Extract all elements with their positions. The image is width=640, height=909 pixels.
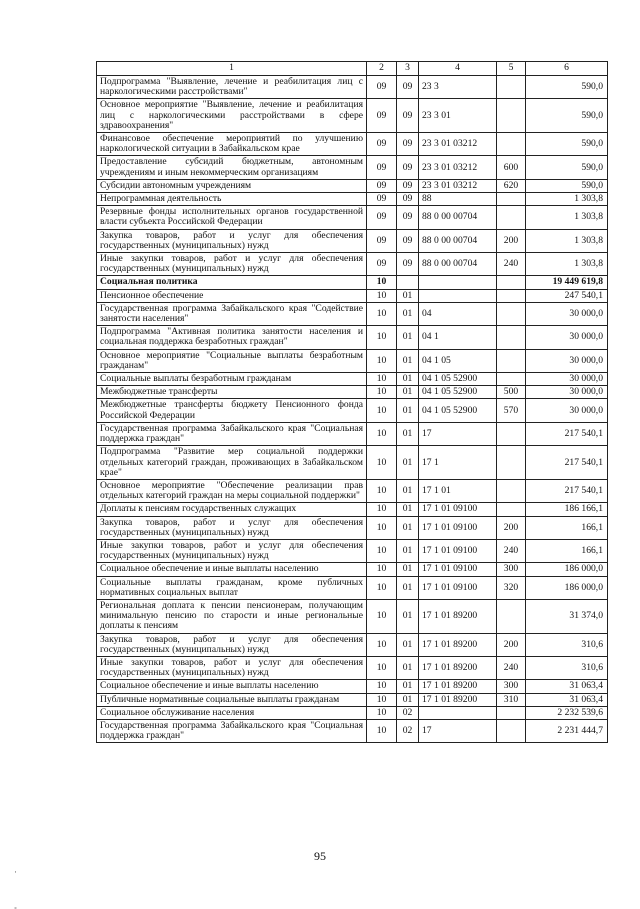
section-code-cell: 10	[367, 563, 397, 576]
subsection-code-cell: 01	[397, 503, 419, 516]
expense-type-cell	[497, 349, 526, 372]
header-cell: 1	[97, 62, 367, 76]
table-row	[97, 179, 608, 192]
table-row	[97, 576, 608, 599]
amount-cell: 590,0	[526, 179, 608, 192]
row-name-cell: Социальное обслуживание населения	[97, 706, 367, 719]
table-header-row	[97, 62, 608, 76]
table-row	[97, 76, 608, 99]
section-code-cell: 10	[367, 539, 397, 562]
amount-cell: 31 063,4	[526, 680, 608, 693]
subsection-code-cell: 01	[397, 373, 419, 386]
expense-type-cell: 200	[497, 229, 526, 252]
amount-cell: 30 000,0	[526, 373, 608, 386]
target-article-cell: 17 1 01 09100	[419, 503, 497, 516]
subsection-code-cell: 01	[397, 302, 419, 325]
section-code-cell: 09	[367, 193, 397, 206]
expense-type-cell: 240	[497, 539, 526, 562]
table-row	[97, 516, 608, 539]
target-article-cell: 17 1 01 89200	[419, 633, 497, 656]
table-row	[97, 373, 608, 386]
target-article-cell: 17 1 01 89200	[419, 680, 497, 693]
subsection-code-cell: 01	[397, 656, 419, 679]
target-article-cell: 17 1 01 09100	[419, 576, 497, 599]
table-row	[97, 302, 608, 325]
subsection-code-cell: 09	[397, 76, 419, 99]
amount-cell: 19 449 619,8	[526, 276, 608, 289]
subsection-code-cell: 01	[397, 289, 419, 302]
subsection-code-cell: 01	[397, 599, 419, 633]
amount-cell: 1 303,8	[526, 229, 608, 252]
amount-cell: 186 000,0	[526, 563, 608, 576]
subsection-code-cell: 09	[397, 253, 419, 276]
row-name-cell: Предоставление субсидий бюджетным, автономным учреждениям и иным некоммерческим организациям	[97, 156, 367, 179]
row-name-cell: Социальное обеспечение и иные выплаты населению	[97, 563, 367, 576]
subsection-code-cell: 01	[397, 576, 419, 599]
amount-cell: 590,0	[526, 99, 608, 133]
row-name-cell: Непрограммная деятельность	[97, 193, 367, 206]
target-article-cell: 04 1 05	[419, 349, 497, 372]
table-row	[97, 539, 608, 562]
section-code-cell: 09	[367, 133, 397, 156]
target-article-cell: 17 1 01	[419, 479, 497, 502]
expense-type-cell	[497, 193, 526, 206]
expense-type-cell	[497, 289, 526, 302]
table-row	[97, 422, 608, 445]
table-row	[97, 99, 608, 133]
budget-table	[96, 61, 608, 743]
section-code-cell: 10	[367, 289, 397, 302]
row-name-cell: Подпрограмма "Развитие мер социальной поддержки отдельных категорий граждан, проживающих в Забайкальском крае"	[97, 446, 367, 480]
target-article-cell: 04 1 05 52900	[419, 373, 497, 386]
row-name-cell: Подпрограмма "Выявление, лечение и реабилитация лиц с наркологическими расстройствами"	[97, 76, 367, 99]
table-row	[97, 156, 608, 179]
table-row	[97, 276, 608, 289]
amount-cell: 310,6	[526, 656, 608, 679]
row-name-cell: Региональная доплата к пенсии пенсионерам, получающим минимальную пенсию по старости и иные региональные доплаты к пенсиям	[97, 599, 367, 633]
amount-cell: 217 540,1	[526, 422, 608, 445]
subsection-code-cell: 01	[397, 326, 419, 349]
target-article-cell: 23 3 01 03212	[419, 156, 497, 179]
section-code-cell: 09	[367, 206, 397, 229]
subsection-code-cell	[397, 276, 419, 289]
section-code-cell: 10	[367, 373, 397, 386]
table-row	[97, 719, 608, 742]
table-row	[97, 503, 608, 516]
amount-cell: 30 000,0	[526, 399, 608, 422]
table-row	[97, 349, 608, 372]
row-name-cell: Пенсионное обеспечение	[97, 289, 367, 302]
subsection-code-cell: 01	[397, 349, 419, 372]
section-code-cell: 10	[367, 693, 397, 706]
section-code-cell: 10	[367, 349, 397, 372]
expense-type-cell	[497, 599, 526, 633]
row-name-cell: Государственная программа Забайкальского края "Социальная поддержка граждан"	[97, 719, 367, 742]
expense-type-cell: 300	[497, 563, 526, 576]
subsection-code-cell: 01	[397, 516, 419, 539]
table-row	[97, 599, 608, 633]
row-name-cell: Межбюджетные трансферты бюджету Пенсионного фонда Российской Федерации	[97, 399, 367, 422]
row-name-cell: Государственная программа Забайкальского края "Социальная поддержка граждан"	[97, 422, 367, 445]
target-article-cell: 17 1 01 89200	[419, 656, 497, 679]
row-name-cell: Закупка товаров, работ и услуг для обеспечения государственных (муниципальных) нужд	[97, 229, 367, 252]
document-page	[96, 61, 607, 743]
section-code-cell: 10	[367, 680, 397, 693]
section-code-cell: 09	[367, 229, 397, 252]
amount-cell: 590,0	[526, 76, 608, 99]
section-code-cell: 10	[367, 479, 397, 502]
amount-cell: 590,0	[526, 156, 608, 179]
subsection-code-cell: 01	[397, 446, 419, 480]
row-name-cell: Субсидии автономным учреждениям	[97, 179, 367, 192]
row-name-cell: Межбюджетные трансферты	[97, 386, 367, 399]
subsection-code-cell: 09	[397, 229, 419, 252]
table-row	[97, 633, 608, 656]
subsection-code-cell: 09	[397, 133, 419, 156]
table-row	[97, 399, 608, 422]
section-code-cell: 10	[367, 706, 397, 719]
subsection-code-cell: 01	[397, 386, 419, 399]
target-article-cell: 17	[419, 422, 497, 445]
expense-type-cell	[497, 706, 526, 719]
expense-type-cell	[497, 99, 526, 133]
expense-type-cell	[497, 719, 526, 742]
section-code-cell: 10	[367, 302, 397, 325]
target-article-cell: 04 1	[419, 326, 497, 349]
row-name-cell: Закупка товаров, работ и услуг для обеспечения государственных (муниципальных) нужд	[97, 633, 367, 656]
expense-type-cell	[497, 206, 526, 229]
target-article-cell: 23 3	[419, 76, 497, 99]
expense-type-cell	[497, 422, 526, 445]
scan-margin-marks: · ˳	[14, 867, 17, 909]
expense-type-cell	[497, 446, 526, 480]
expense-type-cell: 310	[497, 693, 526, 706]
amount-cell: 30 000,0	[526, 326, 608, 349]
amount-cell: 166,1	[526, 539, 608, 562]
subsection-code-cell: 09	[397, 156, 419, 179]
subsection-code-cell: 01	[397, 563, 419, 576]
table-row	[97, 133, 608, 156]
table-row	[97, 386, 608, 399]
target-article-cell: 17	[419, 719, 497, 742]
target-article-cell: 17 1 01 89200	[419, 693, 497, 706]
page-number: 95	[314, 849, 326, 863]
section-code-cell: 10	[367, 503, 397, 516]
amount-cell: 31 374,0	[526, 599, 608, 633]
expense-type-cell	[497, 76, 526, 99]
section-code-cell: 09	[367, 76, 397, 99]
amount-cell: 31 063,4	[526, 693, 608, 706]
section-code-cell: 10	[367, 422, 397, 445]
target-article-cell	[419, 706, 497, 719]
section-code-cell: 10	[367, 386, 397, 399]
amount-cell: 2 232 539,6	[526, 706, 608, 719]
row-name-cell: Подпрограмма "Активная политика занятости населения и социальная поддержка безработных граждан"	[97, 326, 367, 349]
amount-cell: 310,6	[526, 633, 608, 656]
expense-type-cell	[497, 373, 526, 386]
table-row	[97, 206, 608, 229]
expense-type-cell	[497, 479, 526, 502]
section-code-cell: 10	[367, 399, 397, 422]
row-name-cell: Финансовое обеспечение мероприятий по улучшению наркологической ситуации в Забайкальском крае	[97, 133, 367, 156]
target-article-cell: 88	[419, 193, 497, 206]
row-name-cell: Социальное обеспечение и иные выплаты населению	[97, 680, 367, 693]
section-code-cell: 10	[367, 576, 397, 599]
section-code-cell: 10	[367, 446, 397, 480]
expense-type-cell: 570	[497, 399, 526, 422]
section-code-cell: 10	[367, 599, 397, 633]
header-cell: 3	[397, 62, 419, 76]
amount-cell: 1 303,8	[526, 253, 608, 276]
header-cell: 2	[367, 62, 397, 76]
table-row	[97, 563, 608, 576]
expense-type-cell: 300	[497, 680, 526, 693]
target-article-cell: 17 1 01 09100	[419, 516, 497, 539]
expense-type-cell: 240	[497, 656, 526, 679]
target-article-cell: 17 1	[419, 446, 497, 480]
expense-type-cell: 620	[497, 179, 526, 192]
header-cell: 6	[526, 62, 608, 76]
table-row	[97, 326, 608, 349]
subsection-code-cell: 09	[397, 99, 419, 133]
row-name-cell: Иные закупки товаров, работ и услуг для обеспечения государственных (муниципальных) нужд	[97, 539, 367, 562]
expense-type-cell	[497, 133, 526, 156]
section-code-cell: 10	[367, 516, 397, 539]
table-row	[97, 446, 608, 480]
amount-cell: 217 540,1	[526, 446, 608, 480]
section-code-cell: 10	[367, 719, 397, 742]
subsection-code-cell: 01	[397, 633, 419, 656]
subsection-code-cell: 01	[397, 399, 419, 422]
header-cell: 4	[419, 62, 497, 76]
expense-type-cell: 500	[497, 386, 526, 399]
target-article-cell: 04 1 05 52900	[419, 386, 497, 399]
target-article-cell: 88 0 00 00704	[419, 206, 497, 229]
header-cell: 5	[497, 62, 526, 76]
table-row	[97, 680, 608, 693]
amount-cell: 186 000,0	[526, 576, 608, 599]
expense-type-cell: 320	[497, 576, 526, 599]
table-row	[97, 479, 608, 502]
expense-type-cell	[497, 302, 526, 325]
amount-cell: 186 166,1	[526, 503, 608, 516]
target-article-cell: 17 1 01 09100	[419, 563, 497, 576]
amount-cell: 217 540,1	[526, 479, 608, 502]
subsection-code-cell: 02	[397, 719, 419, 742]
target-article-cell: 23 3 01 03212	[419, 179, 497, 192]
row-name-cell: Государственная программа Забайкальского края "Содействие занятости населения"	[97, 302, 367, 325]
row-name-cell: Социальные выплаты гражданам, кроме публичных нормативных социальных выплат	[97, 576, 367, 599]
amount-cell: 30 000,0	[526, 349, 608, 372]
table-row	[97, 229, 608, 252]
expense-type-cell	[497, 276, 526, 289]
row-name-cell: Социальная политика	[97, 276, 367, 289]
expense-type-cell	[497, 503, 526, 516]
target-article-cell: 04	[419, 302, 497, 325]
target-article-cell: 04 1 05 52900	[419, 399, 497, 422]
target-article-cell: 88 0 00 00704	[419, 229, 497, 252]
expense-type-cell: 600	[497, 156, 526, 179]
target-article-cell: 17 1 01 09100	[419, 539, 497, 562]
expense-type-cell: 240	[497, 253, 526, 276]
amount-cell: 30 000,0	[526, 386, 608, 399]
row-name-cell: Социальные выплаты безработным гражданам	[97, 373, 367, 386]
table-row	[97, 289, 608, 302]
table-row	[97, 193, 608, 206]
row-name-cell: Основное мероприятие "Обеспечение реализации прав отдельных категорий граждан на меры социальной поддержки"	[97, 479, 367, 502]
expense-type-cell: 200	[497, 633, 526, 656]
row-name-cell: Иные закупки товаров, работ и услуг для обеспечения государственных (муниципальных) нужд	[97, 253, 367, 276]
target-article-cell: 88 0 00 00704	[419, 253, 497, 276]
section-code-cell: 10	[367, 276, 397, 289]
amount-cell: 590,0	[526, 133, 608, 156]
amount-cell: 1 303,8	[526, 206, 608, 229]
subsection-code-cell: 09	[397, 206, 419, 229]
subsection-code-cell: 09	[397, 193, 419, 206]
target-article-cell	[419, 276, 497, 289]
expense-type-cell	[497, 326, 526, 349]
section-code-cell: 09	[367, 179, 397, 192]
expense-type-cell: 200	[497, 516, 526, 539]
section-code-cell: 09	[367, 99, 397, 133]
table-row	[97, 656, 608, 679]
subsection-code-cell: 02	[397, 706, 419, 719]
section-code-cell: 09	[367, 156, 397, 179]
target-article-cell: 17 1 01 89200	[419, 599, 497, 633]
table-row	[97, 253, 608, 276]
subsection-code-cell: 01	[397, 693, 419, 706]
amount-cell: 2 231 444,7	[526, 719, 608, 742]
target-article-cell: 23 3 01 03212	[419, 133, 497, 156]
subsection-code-cell: 01	[397, 680, 419, 693]
subsection-code-cell: 01	[397, 422, 419, 445]
row-name-cell: Основное мероприятие "Социальные выплаты безработным гражданам"	[97, 349, 367, 372]
subsection-code-cell: 01	[397, 539, 419, 562]
subsection-code-cell: 01	[397, 479, 419, 502]
section-code-cell: 10	[367, 326, 397, 349]
row-name-cell: Закупка товаров, работ и услуг для обеспечения государственных (муниципальных) нужд	[97, 516, 367, 539]
amount-cell: 166,1	[526, 516, 608, 539]
subsection-code-cell: 09	[397, 179, 419, 192]
row-name-cell: Публичные нормативные социальные выплаты гражданам	[97, 693, 367, 706]
table-row	[97, 706, 608, 719]
amount-cell: 1 303,8	[526, 193, 608, 206]
target-article-cell	[419, 289, 497, 302]
row-name-cell: Основное мероприятие "Выявление, лечение и реабилитация лиц с наркологическими расстройствами в сфере здравоохранения"	[97, 99, 367, 133]
section-code-cell: 10	[367, 656, 397, 679]
table-row	[97, 693, 608, 706]
section-code-cell: 10	[367, 633, 397, 656]
section-code-cell: 09	[367, 253, 397, 276]
amount-cell: 247 540,1	[526, 289, 608, 302]
target-article-cell: 23 3 01	[419, 99, 497, 133]
row-name-cell: Резервные фонды исполнительных органов государственной власти субъекта Российской Федерации	[97, 206, 367, 229]
row-name-cell: Доплаты к пенсиям государственных служащих	[97, 503, 367, 516]
row-name-cell: Иные закупки товаров, работ и услуг для обеспечения государственных (муниципальных) нужд	[97, 656, 367, 679]
amount-cell: 30 000,0	[526, 302, 608, 325]
